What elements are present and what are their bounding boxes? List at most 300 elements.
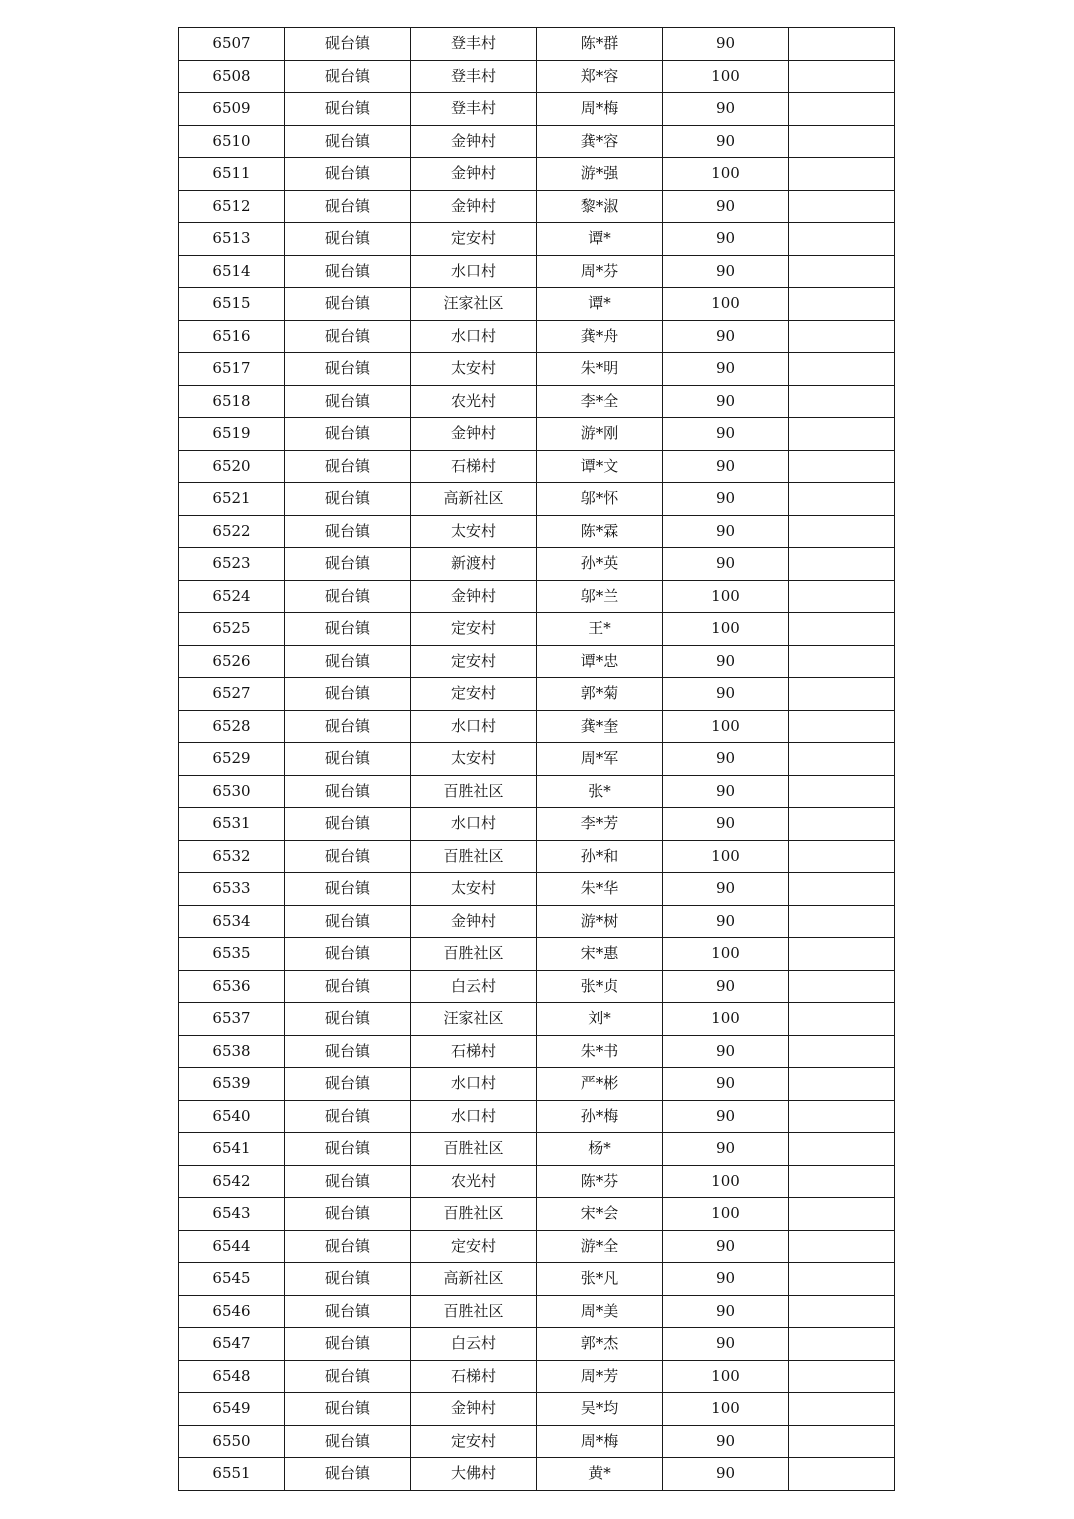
table-row	[179, 93, 895, 126]
table-row	[179, 1295, 895, 1328]
table-row	[179, 938, 895, 971]
amount-cell: 90	[663, 873, 789, 906]
name-cell: 李*全	[537, 385, 663, 418]
table-row	[179, 28, 895, 61]
note-cell	[789, 1458, 895, 1491]
town-cell: 砚台镇	[285, 743, 411, 776]
town-cell: 砚台镇	[285, 808, 411, 841]
row-number-cell: 6535	[179, 938, 285, 971]
note-cell	[789, 873, 895, 906]
row-number-cell: 6537	[179, 1003, 285, 1036]
amount-cell: 100	[663, 580, 789, 613]
table-row	[179, 873, 895, 906]
table-row	[179, 255, 895, 288]
roster-table-body	[179, 28, 895, 1491]
table-row	[179, 905, 895, 938]
village-cell: 汪家社区	[411, 288, 537, 321]
row-number-cell: 6549	[179, 1393, 285, 1426]
note-cell	[789, 743, 895, 776]
village-cell: 金钟村	[411, 905, 537, 938]
name-cell: 孙*梅	[537, 1100, 663, 1133]
village-cell: 白云村	[411, 1328, 537, 1361]
note-cell	[789, 1393, 895, 1426]
town-cell: 砚台镇	[285, 970, 411, 1003]
row-number-cell: 6540	[179, 1100, 285, 1133]
note-cell	[789, 613, 895, 646]
town-cell: 砚台镇	[285, 1425, 411, 1458]
village-cell: 金钟村	[411, 418, 537, 451]
amount-cell: 90	[663, 970, 789, 1003]
town-cell: 砚台镇	[285, 710, 411, 743]
town-cell: 砚台镇	[285, 1458, 411, 1491]
row-number-cell: 6525	[179, 613, 285, 646]
village-cell: 登丰村	[411, 60, 537, 93]
table-row	[179, 483, 895, 516]
name-cell: 杨*	[537, 1133, 663, 1166]
table-row	[179, 1133, 895, 1166]
note-cell	[789, 1068, 895, 1101]
village-cell: 登丰村	[411, 93, 537, 126]
name-cell: 陈*芬	[537, 1165, 663, 1198]
amount-cell: 90	[663, 93, 789, 126]
row-number-cell: 6515	[179, 288, 285, 321]
note-cell	[789, 1360, 895, 1393]
table-row	[179, 385, 895, 418]
town-cell: 砚台镇	[285, 1068, 411, 1101]
note-cell	[789, 353, 895, 386]
village-cell: 定安村	[411, 1425, 537, 1458]
name-cell: 谭*	[537, 223, 663, 256]
village-cell: 百胜社区	[411, 1198, 537, 1231]
town-cell: 砚台镇	[285, 645, 411, 678]
amount-cell: 90	[663, 1133, 789, 1166]
town-cell: 砚台镇	[285, 483, 411, 516]
village-cell: 水口村	[411, 255, 537, 288]
village-cell: 定安村	[411, 1230, 537, 1263]
table-row	[179, 450, 895, 483]
village-cell: 水口村	[411, 710, 537, 743]
table-row	[179, 808, 895, 841]
table-row	[179, 645, 895, 678]
town-cell: 砚台镇	[285, 613, 411, 646]
town-cell: 砚台镇	[285, 93, 411, 126]
town-cell: 砚台镇	[285, 353, 411, 386]
town-cell: 砚台镇	[285, 1165, 411, 1198]
table-row	[179, 1425, 895, 1458]
name-cell: 游*刚	[537, 418, 663, 451]
table-row	[179, 190, 895, 223]
table-row	[179, 125, 895, 158]
row-number-cell: 6524	[179, 580, 285, 613]
note-cell	[789, 775, 895, 808]
name-cell: 张*凡	[537, 1263, 663, 1296]
note-cell	[789, 1295, 895, 1328]
table-row	[179, 1230, 895, 1263]
amount-cell: 90	[663, 515, 789, 548]
note-cell	[789, 1003, 895, 1036]
amount-cell: 90	[663, 678, 789, 711]
row-number-cell: 6542	[179, 1165, 285, 1198]
amount-cell: 90	[663, 353, 789, 386]
row-number-cell: 6523	[179, 548, 285, 581]
town-cell: 砚台镇	[285, 515, 411, 548]
row-number-cell: 6519	[179, 418, 285, 451]
village-cell: 定安村	[411, 613, 537, 646]
amount-cell: 90	[663, 190, 789, 223]
amount-cell: 90	[663, 1458, 789, 1491]
row-number-cell: 6510	[179, 125, 285, 158]
name-cell: 宋*惠	[537, 938, 663, 971]
village-cell: 农光村	[411, 1165, 537, 1198]
village-cell: 太安村	[411, 743, 537, 776]
village-cell: 水口村	[411, 1100, 537, 1133]
amount-cell: 90	[663, 1035, 789, 1068]
table-row	[179, 1458, 895, 1491]
town-cell: 砚台镇	[285, 1198, 411, 1231]
name-cell: 龚*容	[537, 125, 663, 158]
amount-cell: 100	[663, 1003, 789, 1036]
note-cell	[789, 418, 895, 451]
village-cell: 石梯村	[411, 1360, 537, 1393]
name-cell: 游*强	[537, 158, 663, 191]
name-cell: 朱*明	[537, 353, 663, 386]
town-cell: 砚台镇	[285, 190, 411, 223]
village-cell: 百胜社区	[411, 775, 537, 808]
row-number-cell: 6539	[179, 1068, 285, 1101]
amount-cell: 90	[663, 1263, 789, 1296]
town-cell: 砚台镇	[285, 288, 411, 321]
town-cell: 砚台镇	[285, 418, 411, 451]
note-cell	[789, 288, 895, 321]
amount-cell: 100	[663, 158, 789, 191]
name-cell: 郭*杰	[537, 1328, 663, 1361]
amount-cell: 90	[663, 905, 789, 938]
name-cell: 朱*华	[537, 873, 663, 906]
note-cell	[789, 645, 895, 678]
note-cell	[789, 1230, 895, 1263]
note-cell	[789, 125, 895, 158]
table-row	[179, 775, 895, 808]
table-row	[179, 1198, 895, 1231]
village-cell: 汪家社区	[411, 1003, 537, 1036]
amount-cell: 100	[663, 1360, 789, 1393]
town-cell: 砚台镇	[285, 938, 411, 971]
row-number-cell: 6509	[179, 93, 285, 126]
name-cell: 邬*怀	[537, 483, 663, 516]
town-cell: 砚台镇	[285, 905, 411, 938]
row-number-cell: 6526	[179, 645, 285, 678]
note-cell	[789, 450, 895, 483]
name-cell: 黎*淑	[537, 190, 663, 223]
name-cell: 宋*会	[537, 1198, 663, 1231]
village-cell: 金钟村	[411, 1393, 537, 1426]
amount-cell: 90	[663, 28, 789, 61]
row-number-cell: 6536	[179, 970, 285, 1003]
table-row	[179, 1035, 895, 1068]
note-cell	[789, 905, 895, 938]
row-number-cell: 6530	[179, 775, 285, 808]
town-cell: 砚台镇	[285, 125, 411, 158]
village-cell: 百胜社区	[411, 840, 537, 873]
amount-cell: 90	[663, 125, 789, 158]
note-cell	[789, 678, 895, 711]
name-cell: 郭*菊	[537, 678, 663, 711]
amount-cell: 90	[663, 645, 789, 678]
town-cell: 砚台镇	[285, 158, 411, 191]
row-number-cell: 6522	[179, 515, 285, 548]
village-cell: 石梯村	[411, 1035, 537, 1068]
table-row	[179, 970, 895, 1003]
row-number-cell: 6529	[179, 743, 285, 776]
town-cell: 砚台镇	[285, 255, 411, 288]
name-cell: 严*彬	[537, 1068, 663, 1101]
village-cell: 高新社区	[411, 1263, 537, 1296]
amount-cell: 90	[663, 1100, 789, 1133]
name-cell: 孙*和	[537, 840, 663, 873]
table-row	[179, 1393, 895, 1426]
amount-cell: 90	[663, 255, 789, 288]
note-cell	[789, 320, 895, 353]
note-cell	[789, 970, 895, 1003]
note-cell	[789, 1133, 895, 1166]
name-cell: 谭*文	[537, 450, 663, 483]
name-cell: 陈*霖	[537, 515, 663, 548]
note-cell	[789, 190, 895, 223]
note-cell	[789, 1328, 895, 1361]
amount-cell: 90	[663, 483, 789, 516]
table-row	[179, 1068, 895, 1101]
amount-cell: 100	[663, 1198, 789, 1231]
name-cell: 龚*舟	[537, 320, 663, 353]
note-cell	[789, 223, 895, 256]
name-cell: 周*芬	[537, 255, 663, 288]
name-cell: 郑*容	[537, 60, 663, 93]
table-row	[179, 515, 895, 548]
table-row	[179, 418, 895, 451]
name-cell: 黄*	[537, 1458, 663, 1491]
town-cell: 砚台镇	[285, 548, 411, 581]
row-number-cell: 6544	[179, 1230, 285, 1263]
row-number-cell: 6541	[179, 1133, 285, 1166]
town-cell: 砚台镇	[285, 1035, 411, 1068]
row-number-cell: 6511	[179, 158, 285, 191]
name-cell: 陈*群	[537, 28, 663, 61]
town-cell: 砚台镇	[285, 873, 411, 906]
row-number-cell: 6531	[179, 808, 285, 841]
town-cell: 砚台镇	[285, 385, 411, 418]
town-cell: 砚台镇	[285, 1003, 411, 1036]
note-cell	[789, 483, 895, 516]
name-cell: 谭*	[537, 288, 663, 321]
village-cell: 水口村	[411, 1068, 537, 1101]
name-cell: 周*美	[537, 1295, 663, 1328]
name-cell: 张*	[537, 775, 663, 808]
note-cell	[789, 1198, 895, 1231]
row-number-cell: 6538	[179, 1035, 285, 1068]
village-cell: 水口村	[411, 808, 537, 841]
row-number-cell: 6507	[179, 28, 285, 61]
note-cell	[789, 1263, 895, 1296]
note-cell	[789, 515, 895, 548]
note-cell	[789, 255, 895, 288]
amount-cell: 90	[663, 1230, 789, 1263]
row-number-cell: 6550	[179, 1425, 285, 1458]
row-number-cell: 6518	[179, 385, 285, 418]
row-number-cell: 6543	[179, 1198, 285, 1231]
village-cell: 定安村	[411, 223, 537, 256]
row-number-cell: 6513	[179, 223, 285, 256]
village-cell: 百胜社区	[411, 938, 537, 971]
row-number-cell: 6508	[179, 60, 285, 93]
table-row	[179, 580, 895, 613]
table-row	[179, 613, 895, 646]
note-cell	[789, 1035, 895, 1068]
amount-cell: 100	[663, 840, 789, 873]
table-row	[179, 320, 895, 353]
note-cell	[789, 710, 895, 743]
town-cell: 砚台镇	[285, 1360, 411, 1393]
amount-cell: 100	[663, 613, 789, 646]
village-cell: 高新社区	[411, 483, 537, 516]
town-cell: 砚台镇	[285, 60, 411, 93]
village-cell: 石梯村	[411, 450, 537, 483]
note-cell	[789, 1100, 895, 1133]
village-cell: 大佛村	[411, 1458, 537, 1491]
table-row	[179, 710, 895, 743]
village-cell: 农光村	[411, 385, 537, 418]
village-cell: 白云村	[411, 970, 537, 1003]
name-cell: 王*	[537, 613, 663, 646]
town-cell: 砚台镇	[285, 28, 411, 61]
row-number-cell: 6534	[179, 905, 285, 938]
table-row	[179, 840, 895, 873]
village-cell: 太安村	[411, 515, 537, 548]
table-row	[179, 60, 895, 93]
village-cell: 太安村	[411, 353, 537, 386]
note-cell	[789, 548, 895, 581]
row-number-cell: 6548	[179, 1360, 285, 1393]
table-row	[179, 1003, 895, 1036]
row-number-cell: 6532	[179, 840, 285, 873]
amount-cell: 100	[663, 710, 789, 743]
row-number-cell: 6547	[179, 1328, 285, 1361]
town-cell: 砚台镇	[285, 1263, 411, 1296]
table-row	[179, 548, 895, 581]
name-cell: 张*贞	[537, 970, 663, 1003]
name-cell: 游*树	[537, 905, 663, 938]
amount-cell: 90	[663, 548, 789, 581]
note-cell	[789, 28, 895, 61]
amount-cell: 90	[663, 320, 789, 353]
village-cell: 新渡村	[411, 548, 537, 581]
row-number-cell: 6546	[179, 1295, 285, 1328]
row-number-cell: 6512	[179, 190, 285, 223]
amount-cell: 90	[663, 775, 789, 808]
name-cell: 游*全	[537, 1230, 663, 1263]
amount-cell: 100	[663, 938, 789, 971]
amount-cell: 90	[663, 1425, 789, 1458]
note-cell	[789, 158, 895, 191]
amount-cell: 90	[663, 808, 789, 841]
name-cell: 周*军	[537, 743, 663, 776]
name-cell: 谭*忠	[537, 645, 663, 678]
note-cell	[789, 1425, 895, 1458]
amount-cell: 90	[663, 418, 789, 451]
note-cell	[789, 808, 895, 841]
name-cell: 周*梅	[537, 1425, 663, 1458]
note-cell	[789, 938, 895, 971]
town-cell: 砚台镇	[285, 450, 411, 483]
note-cell	[789, 580, 895, 613]
town-cell: 砚台镇	[285, 1230, 411, 1263]
table-row	[179, 1100, 895, 1133]
village-cell: 定安村	[411, 645, 537, 678]
table-row	[179, 1328, 895, 1361]
village-cell: 百胜社区	[411, 1133, 537, 1166]
amount-cell: 90	[663, 743, 789, 776]
name-cell: 李*芳	[537, 808, 663, 841]
roster-table	[178, 27, 895, 1491]
note-cell	[789, 1165, 895, 1198]
amount-cell: 90	[663, 1068, 789, 1101]
table-row	[179, 1360, 895, 1393]
village-cell: 金钟村	[411, 190, 537, 223]
table-row	[179, 1165, 895, 1198]
table-row	[179, 288, 895, 321]
village-cell: 金钟村	[411, 158, 537, 191]
amount-cell: 90	[663, 1328, 789, 1361]
town-cell: 砚台镇	[285, 1393, 411, 1426]
note-cell	[789, 60, 895, 93]
table-row	[179, 353, 895, 386]
town-cell: 砚台镇	[285, 1100, 411, 1133]
row-number-cell: 6514	[179, 255, 285, 288]
town-cell: 砚台镇	[285, 223, 411, 256]
row-number-cell: 6533	[179, 873, 285, 906]
row-number-cell: 6527	[179, 678, 285, 711]
name-cell: 周*芳	[537, 1360, 663, 1393]
note-cell	[789, 840, 895, 873]
table-row	[179, 1263, 895, 1296]
village-cell: 登丰村	[411, 28, 537, 61]
village-cell: 水口村	[411, 320, 537, 353]
amount-cell: 100	[663, 288, 789, 321]
village-cell: 金钟村	[411, 125, 537, 158]
town-cell: 砚台镇	[285, 1133, 411, 1166]
town-cell: 砚台镇	[285, 1328, 411, 1361]
amount-cell: 90	[663, 450, 789, 483]
note-cell	[789, 93, 895, 126]
row-number-cell: 6521	[179, 483, 285, 516]
row-number-cell: 6516	[179, 320, 285, 353]
amount-cell: 100	[663, 1393, 789, 1426]
amount-cell: 90	[663, 223, 789, 256]
name-cell: 周*梅	[537, 93, 663, 126]
row-number-cell: 6517	[179, 353, 285, 386]
note-cell	[789, 385, 895, 418]
table-row	[179, 678, 895, 711]
row-number-cell: 6551	[179, 1458, 285, 1491]
name-cell: 龚*奎	[537, 710, 663, 743]
town-cell: 砚台镇	[285, 580, 411, 613]
village-cell: 定安村	[411, 678, 537, 711]
row-number-cell: 6528	[179, 710, 285, 743]
table-row	[179, 743, 895, 776]
table-row	[179, 223, 895, 256]
row-number-cell: 6520	[179, 450, 285, 483]
amount-cell: 90	[663, 385, 789, 418]
name-cell: 孙*英	[537, 548, 663, 581]
